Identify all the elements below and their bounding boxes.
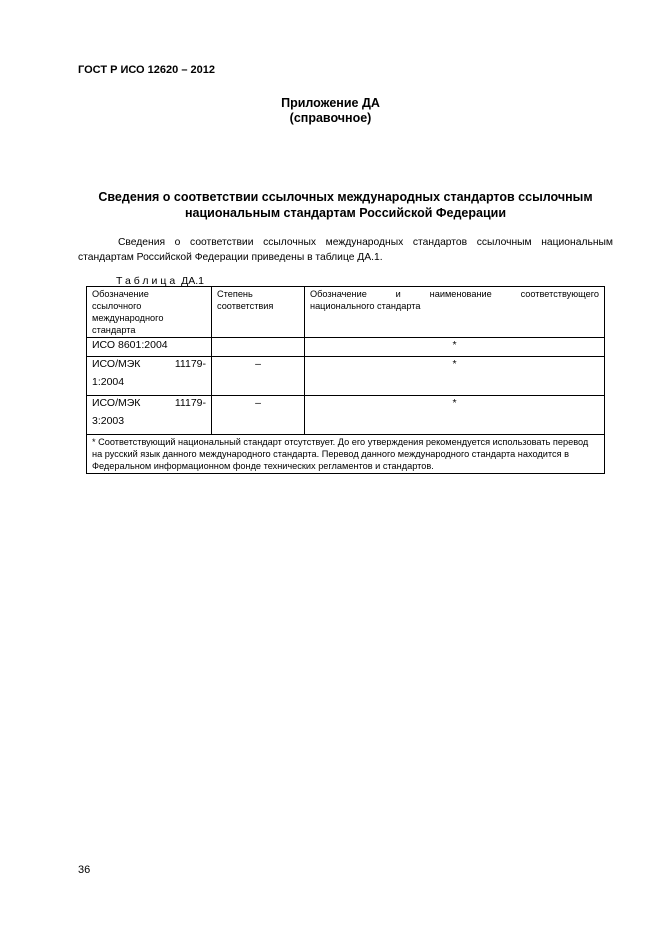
header-national-standard (305, 287, 605, 338)
table-footnote: * Соответствующий национальный стандарт отсутствует. До его утверждения рекомендуется использовать перевод на русский язык данного международного стандарта. Перевод данного международного стандарта находится в Федеральном информационном фонде технических регламентов и стандартов. (87, 435, 605, 474)
cell-national: * (305, 338, 605, 357)
cell-degree: – (212, 396, 305, 435)
cell-designation (87, 338, 212, 357)
table-caption-word: Таблица (116, 275, 179, 287)
designation-text: 3:2003 (92, 415, 125, 427)
cell-national: * (305, 396, 605, 435)
header-designation-line: стандарта (92, 325, 136, 335)
document-code: ГОСТ Р ИСО 12620 – 2012 (78, 64, 215, 76)
cell-designation (87, 357, 212, 396)
table-caption-number: ДА.1 (181, 275, 204, 287)
header-designation-line: Обозначение (92, 289, 149, 299)
cell-national: * (305, 357, 605, 396)
header-degree-line: Степень (217, 289, 253, 299)
table-row (87, 357, 605, 396)
cell-degree (212, 338, 305, 357)
cell-designation (87, 396, 212, 435)
header-national-line: Обозначение и наименование соответствующего (310, 289, 599, 299)
designation-text: 1:2004 (92, 376, 125, 388)
table-row (87, 396, 605, 435)
intro-paragraph: Сведения о соответствии ссылочных международных стандартов ссылочным национальным стандартам Российской Федерации приведены в таблице ДА.1. (78, 237, 613, 263)
header-designation-line: международного (92, 313, 164, 323)
header-designation-line: ссылочного (92, 301, 142, 311)
page-number: 36 (78, 864, 91, 876)
section-title: Сведения о соответствии ссылочных международных стандартов ссылочным национальным стандартам Российской Федерации (98, 190, 593, 220)
header-national-line: национального стандарта (310, 301, 421, 311)
designation-text: ИСО/МЭК 11179- (92, 397, 206, 409)
header-degree-line: соответствия (217, 301, 274, 311)
header-designation (87, 287, 212, 338)
designation-text: ИСО/МЭК 11179- (92, 358, 206, 370)
header-degree (212, 287, 305, 338)
designation-text: ИСО 8601:2004 (92, 339, 168, 351)
appendix-subtitle: (справочное) (289, 111, 372, 125)
correspondence-table (86, 286, 605, 474)
cell-degree: – (212, 357, 305, 396)
table-footnote-row (87, 435, 605, 474)
table-row (87, 338, 605, 357)
table-header-row (87, 287, 605, 338)
appendix-title: Приложение ДА (281, 96, 380, 110)
